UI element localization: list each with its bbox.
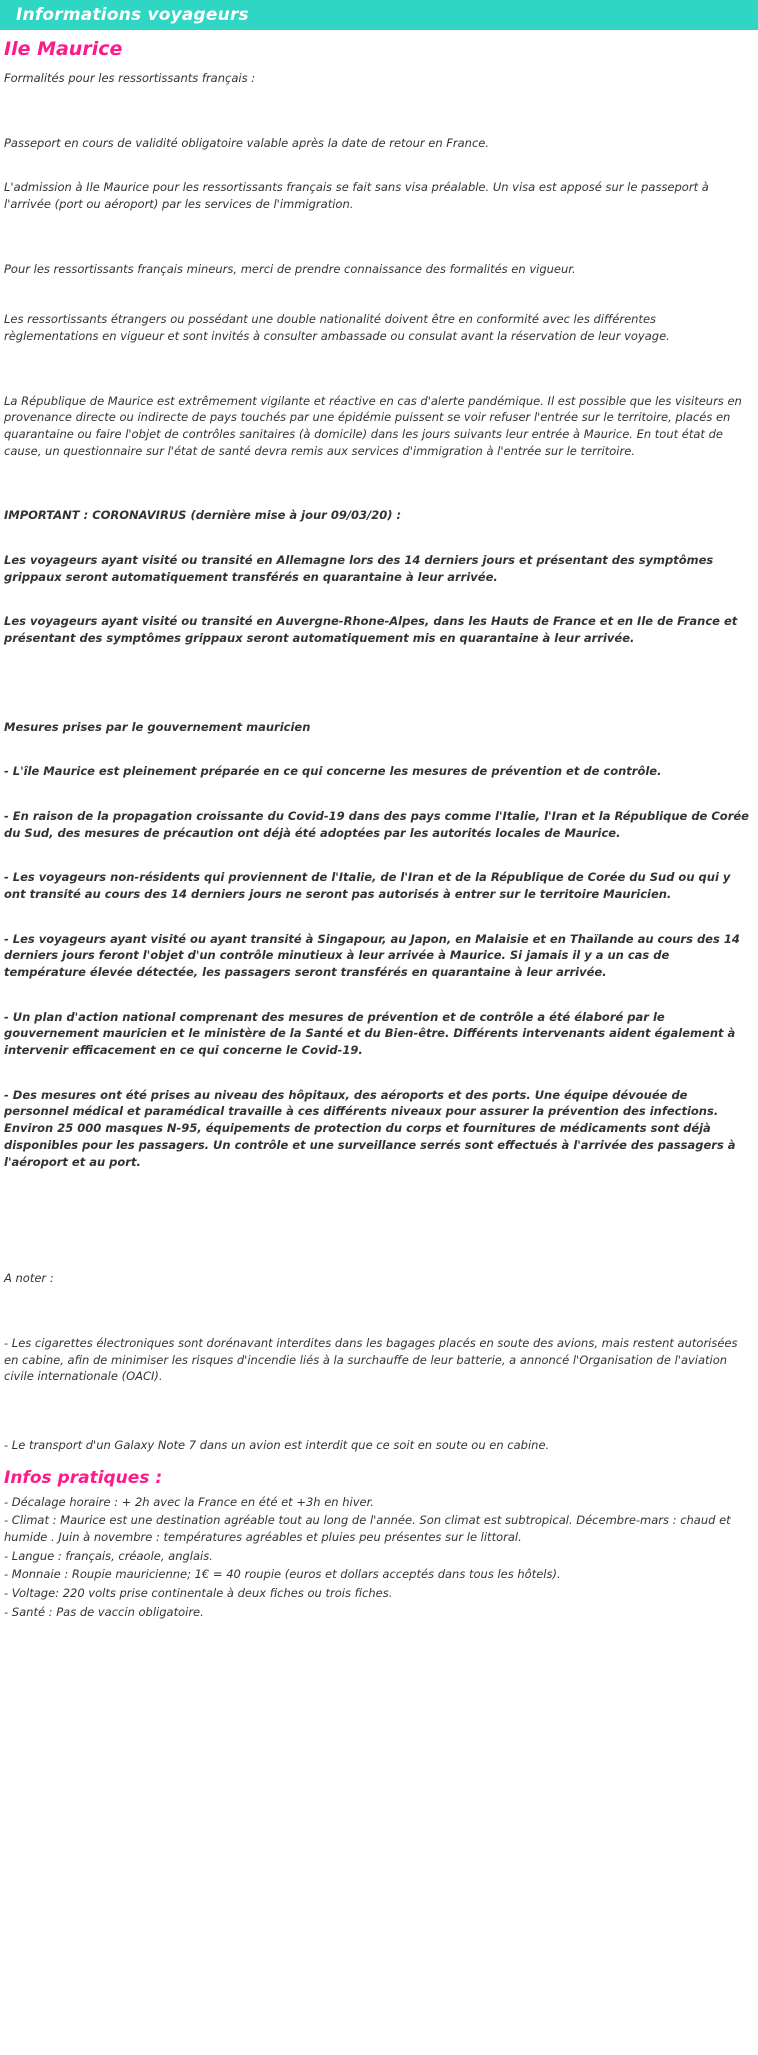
spacer [2, 285, 754, 311]
spacer [2, 655, 754, 719]
notes-item-1: - Les cigarettes électroniques sont dorénavant interdites dans les bagages placés en soute des avions, mais restent autorisées en cabine, afin de minimiser les risques d'incendie liés à la surchauffe de leur batterie, a annoncé l'Organisation de l'aviation civile internationale (OACI). [4, 1335, 738, 1384]
page-content [0, 38, 758, 1620]
spacer [2, 221, 754, 261]
formality-paragraph-5: La République de Maurice est extrêmement vigilante et réactive en cas d'alerte pandémique. Il est possible que les visiteurs en provenance directe ou indirecte de pays touchés par une épidémie puissent se voir refuser l'entrée sur le territoire, placés en quarantaine ou faire l'objet de contrôles sanitaires (à domicile) dans les jours suivants leur entrée à Maurice. En tout état de cause, un questionnaire sur l'état de santé devra remis aux services d'immigration à l'entrée sur le territoire. [4, 393, 742, 458]
measures-item-3: - Les voyageurs non-résidents qui proviennent de l'Italie, de l'Iran et de la République de Corée du Sud ou qui y ont transité au cours des 14 derniers jours ne seront pas autorisés à entrer sur le territoire Mauricien. [4, 870, 731, 902]
infos-item-decalage: - Décalage horaire : + 2h avec la France en été et +3h en hiver. [4, 1494, 374, 1509]
measures-heading: Mesures prises par le gouvernement mauricien [4, 719, 311, 734]
spacer [2, 743, 754, 763]
spacer [2, 1178, 754, 1270]
measures-item-6: - Des mesures ont été prises au niveau des hôpitaux, des aéroports et des ports. Une équipe dévouée de personnel médical et paramédical travaille à ces différents niveaux pour assurer la prévention des infections. Environ 25 000 masques N-95, équipements de protection du corps et fournitures de médicaments sont déjà disponibles pour les passagers. Un contrôle et une surveillance serrés sont effectués à l'arrivée des passagers à l'aéroport et au port. [4, 1087, 736, 1169]
spacer [2, 95, 754, 135]
formality-paragraph-1: Passeport en cours de validité obligatoire valable après la date de retour en France. [4, 135, 489, 150]
notes-item-2: - Le transport d'un Galaxy Note 7 dans un avion est interdit que ce soit en soute ou en cabine. [4, 1437, 550, 1452]
measures-item-5: - Un plan d'action national comprenant des mesures de prévention et de contrôle a été élaboré par le gouvernement mauricien et le ministère de la Santé et du Bien-être. Différents intervenants aident également à intervenir efficacement en ce qui concerne le Covid-19. [4, 1009, 736, 1058]
measures-item-1: - L'île Maurice est pleinement préparée en ce qui concerne les mesures de prévention et de contrôle. [4, 764, 662, 779]
spacer [2, 1067, 754, 1087]
measures-item-4: - Les voyageurs ayant visité ou ayant transité à Singapour, au Japon, en Malaisie et en Thaïlande au cours des 14 derniers jours feront l'objet d'un contrôle minutieux à leur arrivée à Maurice. Si jamais il y a un cas de température élevée détectée, les passagers seront transférés en quarantaine à leur arrivée. [4, 931, 740, 980]
spacer [2, 159, 754, 179]
infos-pratiques-heading: Infos pratiques : [4, 1467, 163, 1488]
spacer [2, 1393, 754, 1437]
page-header [0, 0, 758, 30]
intro-text: Formalités pour les ressortissants français : [4, 71, 256, 85]
coronavirus-heading: IMPORTANT : CORONAVIRUS (dernière mise à jour 09/03/20) : [4, 508, 402, 523]
page-title: Informations voyageurs [16, 5, 249, 25]
measures-item-2: - En raison de la propagation croissante du Covid-19 dans des pays comme l'Italie, l'Iran et la République de Corée du Sud, des mesures de précaution ont déjà été adoptées par les autorités locales de Maurice. [4, 809, 749, 840]
spacer [2, 911, 754, 931]
infos-item-climat: - Climat : Maurice est une destination agréable tout au long de l'année. Son climat est subtropical. Décembre-mars : chaud et humide . Juin à novembre : températures agréables et pluies peu présentes sur le littoral. [4, 1513, 731, 1544]
spacer [2, 532, 754, 552]
infos-item-sante: - Santé : Pas de vaccin obligatoire. [4, 1604, 204, 1619]
infos-item-monnaie: - Monnaie : Roupie mauricienne; 1€ = 40 roupie (euros et dollars acceptés dans tous les hôtels). [4, 1567, 561, 1582]
coronavirus-item-1: Les voyageurs ayant visité ou transité en Allemagne lors des 14 derniers jours et présentant des symptômes grippaux seront automatiquement transférés en quarantaine à leur arrivée. [4, 553, 714, 584]
infos-item-voltage: - Voltage: 220 volts prise continentale à deux fiches ou trois fiches. [4, 1585, 393, 1600]
spacer [2, 849, 754, 869]
formality-paragraph-2: L'admission à Ile Maurice pour les ressortissants français se fait sans visa préalable. Un visa est apposé sur le passeport à l'arrivée (port ou aéroport) par les services de l'immigration. [4, 180, 709, 212]
infos-item-langue: - Langue : français, créaole, anglais. [4, 1548, 213, 1563]
spacer [2, 353, 754, 393]
spacer [2, 1295, 754, 1335]
formality-paragraph-3: Pour les ressortissants français mineurs, merci de prendre connaissance des formalités en vigueur. [4, 261, 576, 276]
infos-pratiques-list [2, 1494, 754, 1621]
spacer [2, 593, 754, 613]
coronavirus-item-2: Les voyageurs ayant visité ou transité en Auvergne-Rhone-Alpes, dans les Hauts de France et en Ile de France et présentant des symptômes grippaux seront automatiquement mis en quarantaine à leur arrivée. [4, 614, 738, 646]
notes-heading: A noter : [4, 1271, 54, 1286]
spacer [2, 989, 754, 1009]
destination-heading: Ile Maurice [4, 38, 123, 60]
formality-paragraph-4: Les ressortissants étrangers ou possédant une double nationalité doivent être en conformité avec les différentes règlementations en vigueur et sont invités à consulter ambassade ou consulat avant la réservation de leur voyage. [4, 312, 670, 344]
spacer [2, 788, 754, 808]
spacer [2, 467, 754, 507]
